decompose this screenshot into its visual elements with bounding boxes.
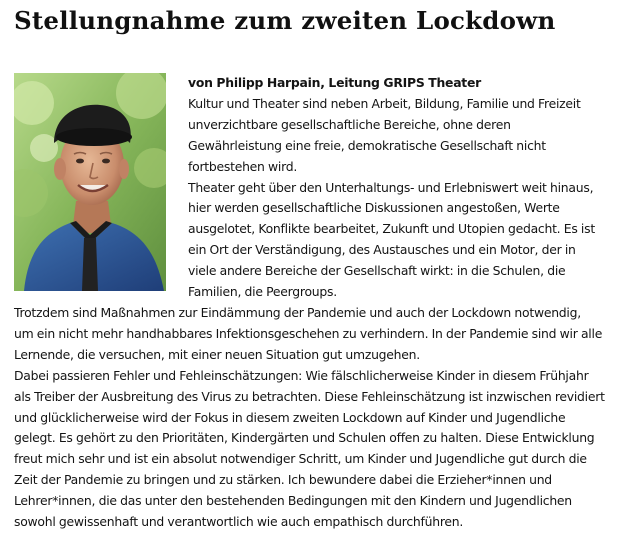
text-line: Gewährleistung eine freie, demokratische Gesellschaft nicht bbox=[188, 137, 546, 153]
text-line: gelegt. Es gehört zu den Prioritäten, Kindergärten und Schulen offen zu halten. Diese Entwicklung bbox=[14, 430, 595, 446]
text-line: unverzichtbare gesellschaftliche Bereiche, ohne deren bbox=[188, 116, 511, 132]
text-line: Dabei passieren Fehler und Fehleinschätzungen: Wie fälschlicherweise Kinder in diesem Frühjahr bbox=[14, 367, 589, 383]
text-line: fortbestehen wird. bbox=[188, 158, 298, 174]
text-line: Zeit der Pandemie zu bringen und zu stärken. Ich bewundere dabei die Erzieher*innen und bbox=[14, 472, 552, 488]
text-line: viele andere Bereiche der Gesellschaft wirkt: in die Schulen, die bbox=[188, 263, 566, 279]
byline-text: von Philipp Harpain, Leitung GRIPS Theater bbox=[188, 75, 481, 90]
text-line: hier werden gesellschaftliche Diskussionen angestoßen, Werte bbox=[188, 200, 560, 216]
text-line: sowohl gewissenhaft und verantwortlich wie auch empathisch durchführen. bbox=[14, 514, 464, 530]
byline bbox=[14, 73, 616, 94]
lockdown-paragraph bbox=[14, 303, 616, 366]
text-line: Kultur und Theater sind neben Arbeit, Bildung, Familie und Freizeit bbox=[188, 95, 581, 111]
text-line: Theater geht über den Unterhaltungs- und Erlebniswert weit hinaus, bbox=[188, 179, 594, 195]
article-body bbox=[14, 73, 616, 533]
text-line: freut mich sehr und ist ein absolut notwendiger Schritt, um Kinder und Jugendliche gut durch die bbox=[14, 451, 587, 467]
children-paragraph bbox=[14, 366, 616, 533]
text-line: ausgelotet, Konflikte bearbeitet, Zukunft und Utopien gedacht. Es ist bbox=[188, 221, 595, 237]
text-line: Trotzdem sind Maßnahmen zur Eindämmung der Pandemie und auch der Lockdown notwendig, bbox=[14, 304, 581, 320]
intro-paragraph bbox=[14, 94, 616, 178]
text-line: um ein nicht mehr handhabbares Infektionsgeschehen zu verhindern. In der Pandemie sind wir alle bbox=[14, 325, 603, 341]
text-line: als Treiber der Ausbreitung des Virus zu betrachten. Diese Fehleinschätzung ist inzwischen revidiert bbox=[14, 388, 605, 404]
theater-paragraph bbox=[14, 178, 616, 303]
text-line: Lernende, die versuchen, mit einer neuen Situation gut umzugehen. bbox=[14, 346, 420, 362]
text-line: Familien, die Peergroups. bbox=[188, 284, 337, 300]
text-line: und glücklicherweise wird der Fokus in diesem zweiten Lockdown auf Kinder und Jugendliche bbox=[14, 409, 566, 425]
text-line: ein Ort der Verständigung, des Austausches und ein Motor, der in bbox=[188, 242, 576, 258]
text-line: Lehrer*innen, die das unter den bestehenden Bedingungen mit den Kindern und Jugendlichen bbox=[14, 493, 572, 509]
page-title: Stellungnahme zum zweiten Lockdown bbox=[14, 6, 556, 35]
